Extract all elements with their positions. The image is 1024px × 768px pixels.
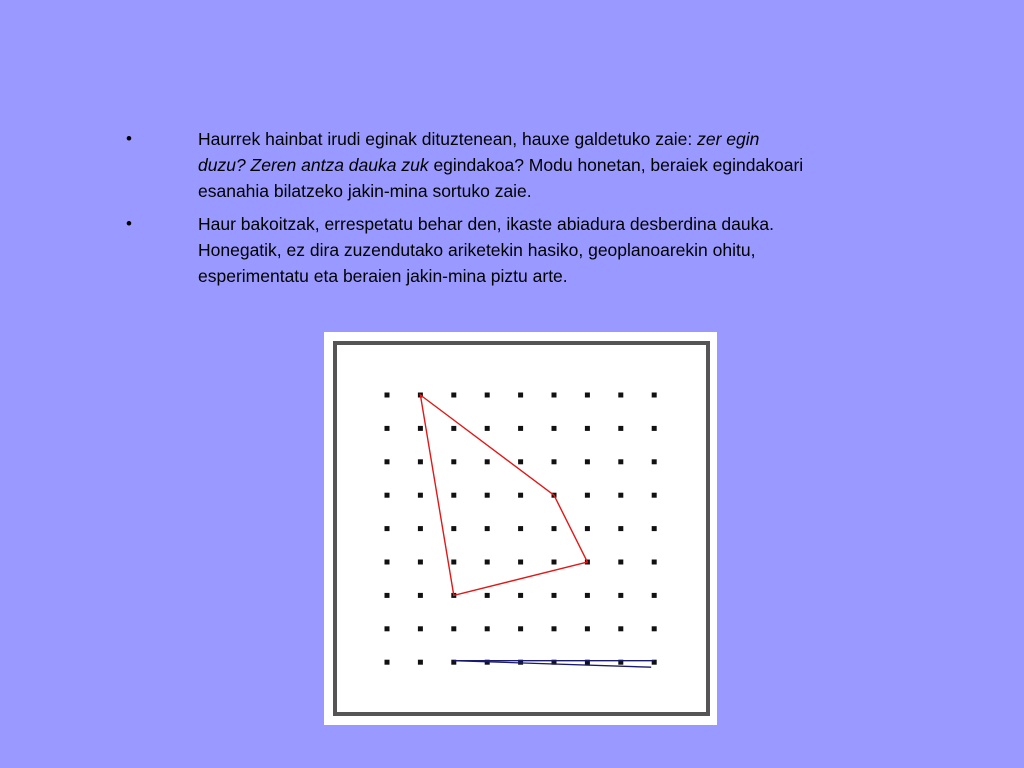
peg: [552, 526, 557, 531]
peg: [485, 493, 490, 498]
peg: [385, 393, 390, 398]
peg: [485, 626, 490, 631]
peg: [418, 560, 423, 565]
peg: [618, 426, 623, 431]
peg: [518, 560, 523, 565]
peg: [652, 560, 657, 565]
peg: [552, 393, 557, 398]
text-segment: egindakoa? Modu honetan, beraiek egindakoari esanahia bilatzeko jakin-mina sortuko zaie.: [198, 155, 804, 201]
peg: [418, 593, 423, 598]
italic-segment: zer egin duzu? Zeren antza dauka zuk: [198, 129, 760, 175]
peg: [652, 493, 657, 498]
peg: [518, 393, 523, 398]
peg: [385, 593, 390, 598]
peg: [618, 393, 623, 398]
bullet-text-2: Haur bakoitzak, errespetatu behar den, ikaste abiadura desberdina dauka. Honegatik, ez dira zuzendutako ariketekin hasiko, geoplanoarekin ohitu, esperimentatu eta beraien jakin-mina piztu arte.: [198, 214, 774, 286]
peg: [451, 560, 456, 565]
peg: [652, 393, 657, 398]
peg: [418, 526, 423, 531]
bullet-list: [126, 126, 846, 296]
peg: [652, 593, 657, 598]
peg: [418, 426, 423, 431]
peg: [652, 459, 657, 464]
peg: [585, 459, 590, 464]
peg: [552, 459, 557, 464]
peg: [652, 526, 657, 531]
bullet-glyph: •: [126, 129, 132, 148]
peg: [552, 426, 557, 431]
peg: [485, 560, 490, 565]
peg: [618, 593, 623, 598]
peg: [585, 626, 590, 631]
peg: [451, 526, 456, 531]
bullet-item-2: [126, 211, 846, 289]
text-segment: Haurrek hainbat irudi eginak dituztenean, hauxe galdetuko zaie:: [198, 129, 698, 149]
peg: [618, 526, 623, 531]
bullet-glyph: •: [126, 214, 132, 233]
peg: [618, 459, 623, 464]
peg: [385, 560, 390, 565]
peg: [618, 560, 623, 565]
geoboard-svg: [324, 332, 717, 725]
peg: [618, 626, 623, 631]
peg: [552, 593, 557, 598]
peg: [485, 393, 490, 398]
peg: [451, 459, 456, 464]
peg: [485, 593, 490, 598]
geoboard-figure: [324, 332, 717, 725]
peg: [485, 526, 490, 531]
peg: [585, 493, 590, 498]
peg: [451, 393, 456, 398]
peg: [518, 626, 523, 631]
peg: [385, 493, 390, 498]
peg: [418, 660, 423, 665]
peg: [485, 426, 490, 431]
peg: [585, 426, 590, 431]
peg: [451, 493, 456, 498]
peg: [518, 593, 523, 598]
peg: [552, 560, 557, 565]
peg: [518, 526, 523, 531]
peg: [552, 626, 557, 631]
peg: [418, 493, 423, 498]
peg: [652, 426, 657, 431]
peg: [585, 393, 590, 398]
peg: [518, 426, 523, 431]
peg: [618, 493, 623, 498]
bullet-item-1: [126, 126, 846, 204]
peg: [418, 459, 423, 464]
peg: [451, 426, 456, 431]
peg: [518, 459, 523, 464]
peg: [585, 526, 590, 531]
peg: [385, 426, 390, 431]
peg: [518, 493, 523, 498]
peg: [652, 626, 657, 631]
peg: [585, 593, 590, 598]
peg: [385, 526, 390, 531]
peg: [485, 459, 490, 464]
peg: [451, 626, 456, 631]
bullet-text-1: [198, 126, 808, 204]
peg: [385, 660, 390, 665]
peg: [385, 459, 390, 464]
peg: [418, 626, 423, 631]
peg: [385, 626, 390, 631]
